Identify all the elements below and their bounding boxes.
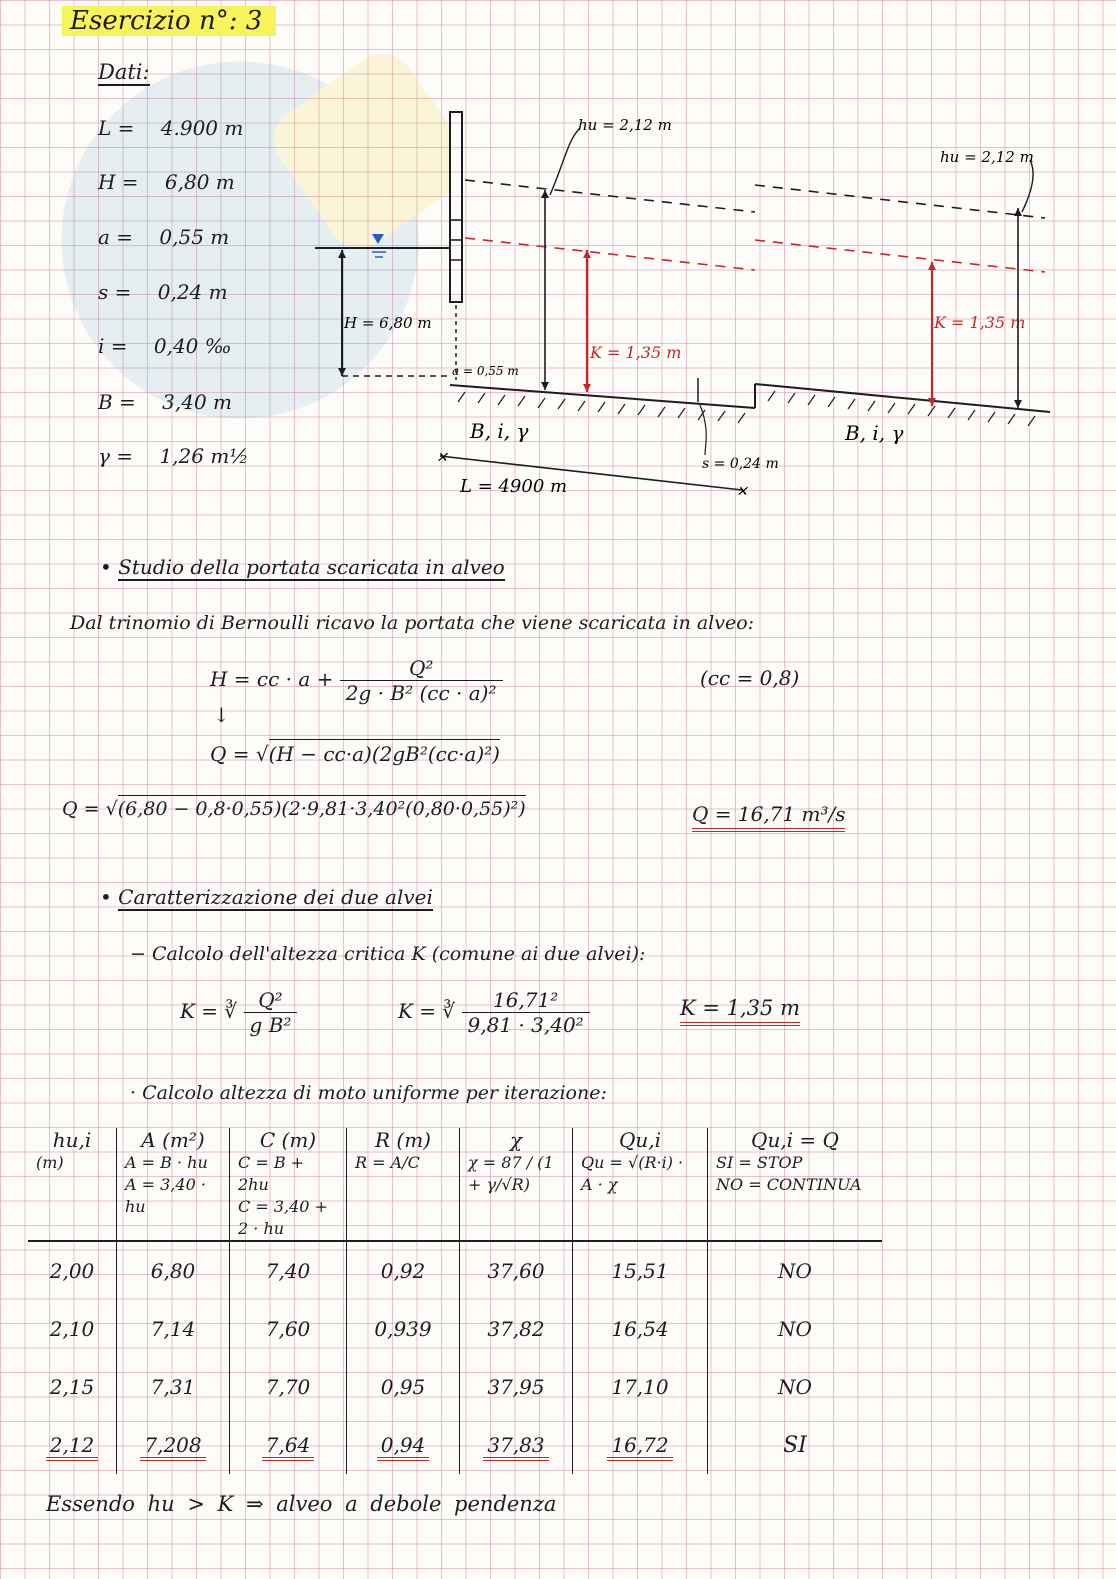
given-row [98, 116, 243, 140]
given-symbol: a = [98, 225, 134, 249]
table-cell: 7,40 [230, 1241, 347, 1300]
given-row [98, 280, 228, 304]
table-cell: 0,939 [347, 1300, 460, 1358]
k2-lhs: K = ∛ [398, 999, 456, 1023]
eq2-radicand: (H − cc·a)(2gB²(cc·a)²) [269, 739, 500, 766]
k2-numerator: 16,71² [462, 988, 590, 1013]
table-header-cell: hu,i (m) [36, 1128, 92, 1172]
table-cell: 37,95 [460, 1358, 573, 1416]
a-label: a = 0,55 m [452, 364, 519, 378]
hu-left-label: hu = 2,12 m [578, 116, 672, 134]
table-cell: 17,10 [573, 1358, 708, 1416]
table-cell: 7,64 [230, 1416, 347, 1474]
table-header-cell: R (m) R = A/C [347, 1128, 460, 1241]
given-symbol: s = [98, 280, 132, 304]
table-cell: 0,92 [347, 1241, 460, 1300]
table-row [28, 1300, 882, 1358]
k-fraction [244, 988, 298, 1037]
equation-k [180, 988, 297, 1037]
eq1-denominator: 2g · B² (cc · a)² [345, 681, 497, 705]
given-value: 0,40 ‰ [153, 334, 232, 358]
k2-fraction [462, 988, 590, 1037]
water-level-icon [372, 234, 384, 244]
section2-title: Caratterizzazione dei due alvei [118, 885, 433, 909]
table-cell: 7,70 [230, 1358, 347, 1416]
down-arrow-icon: ↓ [213, 703, 230, 727]
discharge-result: Q = 16,71 m³/s [692, 802, 845, 832]
iteration-table [28, 1128, 882, 1474]
table-cell: 37,60 [460, 1241, 573, 1300]
table-cell: 16,54 [573, 1300, 708, 1358]
table-header-cell: Qu,i = Q SI = STOP NO = CONTINUA [708, 1128, 883, 1241]
table-cell: 7,14 [117, 1300, 230, 1358]
given-row [98, 334, 232, 358]
section1-heading [100, 555, 505, 579]
k-right-label: K = 1,35 m [934, 313, 1026, 332]
length-label: L = 4900 m [460, 476, 568, 497]
table-cell: 37,83 [460, 1416, 573, 1474]
table-cell: 37,82 [460, 1300, 573, 1358]
table-row [28, 1241, 882, 1300]
given-row [98, 390, 232, 414]
bed-hatching [458, 391, 1035, 426]
given-value: 0,24 m [157, 280, 228, 304]
given-value: 1,26 m½ [159, 444, 249, 468]
uniform-depth-line-right [755, 185, 1045, 218]
table-cell: 16,72 [573, 1416, 708, 1474]
table-header-cell: Qu,i Qu = √(R·i) · A · χ [573, 1128, 708, 1241]
bed-right-label: B, i, γ [845, 421, 904, 445]
equation-q [210, 742, 500, 766]
s-label: s = 0,24 m [702, 456, 779, 472]
section1-intro: Dal trinomio di Bernoulli ricavo la portata che viene scaricata in alveo: [70, 612, 755, 634]
given-heading: Dati: [98, 60, 150, 84]
uniform-depth-line-left [465, 180, 755, 212]
given-value: 0,55 m [159, 225, 230, 249]
uniform-depth-step: · Calcolo altezza di moto uniforme per iterazione: [130, 1082, 607, 1104]
table-cell: NO [708, 1358, 883, 1416]
sluice-gate [450, 112, 462, 302]
table-cell: 2,15 [49, 1375, 95, 1399]
given-row [98, 444, 249, 468]
h-label: H = 6,80 m [344, 314, 432, 332]
given-value: 6,80 m [164, 170, 235, 194]
section1-title: Studio della portata scaricata in alveo [118, 555, 505, 579]
section2-heading [100, 885, 433, 909]
bed-right [755, 384, 1050, 412]
table-header-row [28, 1128, 882, 1241]
table-cell: 2,00 [49, 1259, 95, 1283]
table-cell: 2,12 [28, 1416, 117, 1474]
table-header-cell: χ χ = 87 / (1 + γ/√R) [460, 1128, 573, 1241]
given-value: 3,40 m [162, 390, 233, 414]
bed-left-label: B, i, γ [470, 419, 529, 443]
table-cell: 7,60 [230, 1300, 347, 1358]
given-symbol: L = [98, 116, 135, 140]
table-cell: 15,51 [573, 1241, 708, 1300]
table-cell: 0,95 [347, 1358, 460, 1416]
given-symbol: γ = [98, 444, 134, 468]
table-cell: 0,94 [347, 1416, 460, 1474]
eq3-lhs: Q = √ [62, 798, 118, 820]
eq3-radicand: (6,80 − 0,8·0,55)(2·9,81·3,40²(0,80·0,55)²) [118, 795, 526, 820]
svg-text:✕: ✕ [436, 450, 448, 466]
eq1-lhs: H = cc · a + [210, 667, 334, 691]
table-cell: 2,10 [49, 1317, 95, 1341]
given-symbol: B = [98, 390, 136, 414]
table-row [28, 1358, 882, 1416]
equation-k-numeric [398, 988, 590, 1037]
k-lhs: K = ∛ [180, 999, 238, 1023]
k2-denominator: 9,81 · 3,40² [467, 1013, 584, 1037]
table-cell: 6,80 [117, 1241, 230, 1300]
table-cell: NO [708, 1241, 883, 1300]
table-header-cell: A (m²) A = B · hu A = 3,40 · hu [117, 1128, 230, 1241]
given-row [98, 170, 235, 194]
critical-depth-result: K = 1,35 m [680, 996, 800, 1026]
table-header-cell: C (m) C = B + 2hu C = 3,40 + 2 · hu [230, 1128, 347, 1241]
given-symbol: H = [98, 170, 139, 194]
k-left-label: K = 1,35 m [590, 343, 682, 362]
table-cell: NO [708, 1300, 883, 1358]
eq1-fraction [340, 656, 503, 705]
conclusion-text: Essendo hu > K ⇒ alveo a debole pendenza [46, 1492, 557, 1516]
critical-depth-step: − Calcolo dell'altezza critica K (comune ai due alvei): [130, 943, 646, 965]
equation-q-numeric [62, 798, 526, 820]
given-value: 4.900 m [160, 116, 244, 140]
equation-bernoulli [210, 656, 503, 705]
given-symbol: i = [98, 334, 128, 358]
svg-text:✕: ✕ [736, 484, 748, 500]
bullet-icon: • [100, 885, 112, 909]
table-cell: 7,208 [117, 1416, 230, 1474]
contraction-coefficient: (cc = 0,8) [700, 666, 800, 690]
eq2-lhs: Q = √ [210, 742, 269, 766]
table-cell: SI [708, 1416, 883, 1474]
given-row [98, 225, 229, 249]
channel-diagram [300, 100, 1080, 520]
k-numerator: Q² [244, 988, 298, 1013]
k-denominator: g B² [249, 1013, 292, 1037]
exercise-title: Esercizio n°: 3 [62, 6, 276, 36]
table-cell: 7,31 [117, 1358, 230, 1416]
table-row-result [28, 1416, 882, 1474]
hu-right-label: hu = 2,12 m [940, 148, 1034, 166]
eq1-numerator: Q² [340, 656, 503, 681]
critical-depth-line-right [755, 240, 1045, 272]
bullet-icon: • [100, 555, 112, 579]
critical-depth-line-left [465, 238, 755, 270]
